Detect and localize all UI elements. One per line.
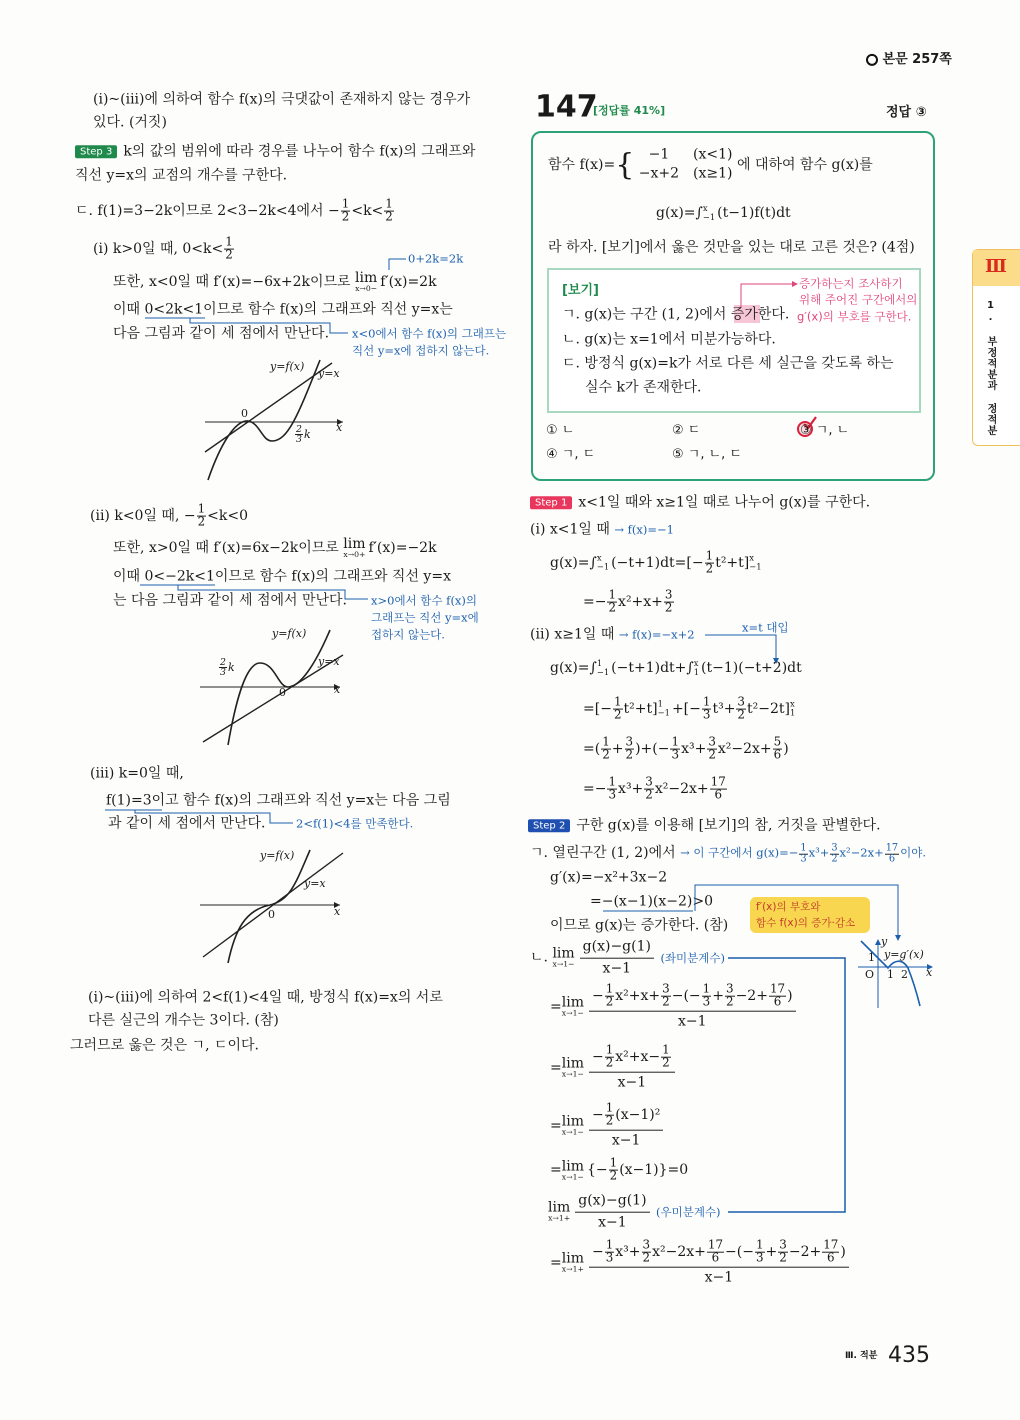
graph-label: y=f(x) (272, 627, 307, 640)
math-line (530, 844, 926, 865)
annotation: → 이 구간에서 g(x)=− $\frac{1}{3}$ x³+ $\frac{3}{2}$ x²−2x+ $\frac{17}{6}$ 이야. (680, 842, 927, 865)
g-definition: g(x)=∫ x −1 (t−1)f(t)dt (656, 202, 791, 222)
choice-2[interactable]: ② ㄷ (672, 422, 701, 438)
step2-text: 구한 g(x)를 이용해 [보기]의 참, 거짓을 판별한다. (576, 817, 881, 834)
step3-heading (75, 144, 475, 159)
math-line: =lim x→1− {− $\frac{1}{2}$ (x−1)}=0 (550, 1155, 689, 1183)
callout-line: f′(x)의 부호와 (756, 901, 821, 913)
bogi-item: ㄷ. 방정식 g(x)=k가 서로 다른 세 실근을 갖도록 하는 (562, 355, 894, 372)
correct-rate: [정답률 41%] (593, 103, 666, 117)
annotation: g′(x)의 부호를 구한다. (797, 309, 912, 324)
callout-line: 함수 f(x)의 증가·감소 (756, 917, 856, 929)
graph-case2-plot (200, 625, 350, 750)
text-line: 또한, x<0일 때 f′(x)=−6x+2k이므로 lim x→0− f′(x)=2k (113, 270, 437, 294)
bogi-item: 실수 k가 존재한다. (585, 379, 702, 396)
annotation-arrow (140, 585, 370, 605)
graph-label: 2 (901, 968, 908, 981)
callout-tip (750, 897, 870, 933)
graph-case1 (200, 355, 350, 485)
choice-3[interactable]: ③ ㄱ, ㄴ (800, 422, 850, 438)
annotation-arrow (740, 280, 800, 308)
graph-label: y=x (304, 877, 326, 890)
math-line: =− $\frac{1}{3}$ x³+ $\frac{3}{2}$ x²−2x+ $\frac{17}{6}$ (583, 774, 726, 802)
graph-label: 0 (241, 407, 248, 420)
chapter-title: 1. 부정적분과 정적분 (985, 300, 996, 436)
piecewise (639, 148, 733, 183)
text: 에 대하여 함수 g(x)를 (736, 157, 873, 173)
text: (ii) x≥1일 때 (530, 626, 615, 643)
graph-label: x (334, 683, 341, 696)
math-line: =−(x−1)(x−2)>0 (590, 893, 714, 910)
case-title: (iii) k=0일 때, (90, 765, 184, 782)
case-title (530, 627, 695, 642)
step3-badge: Step 3 (75, 145, 117, 158)
text-line: 직선 y=x의 교점의 개수를 구한다. (75, 167, 288, 184)
text-line: 과 같이 세 점에서 만난다. (108, 815, 266, 832)
bogi-title: [보기] (562, 282, 599, 298)
step3-text: k의 값의 범위에 따라 경우를 나누어 함수 f(x)의 그래프와 (123, 143, 476, 160)
text-line: 는 다음 그림과 같이 세 점에서 만난다. (113, 592, 348, 609)
annotation: → f(x)=−x+2 (618, 627, 695, 642)
annotation: 그래프는 직선 y=x에 (371, 610, 479, 625)
problem-intro: 함수 f(x)={ −1 (x<1) −x+2 (x≥1) 에 대하여 함수 g(x)를 (548, 146, 873, 183)
piece-condition: (x≥1) (693, 166, 733, 182)
text-line: 또한, x>0일 때 f′(x)=6x−2k이므로 lim x→0+ f′(x)=−2k (113, 536, 437, 560)
step1-badge: Step 1 (530, 496, 572, 509)
step2-heading (528, 818, 881, 833)
step1-heading (530, 495, 870, 510)
case-title (530, 522, 674, 537)
math-line: =[− $\frac{1}{2}$ t²+t] 1 −1 +[− $\frac{1}{3}$ t³+ $\frac{3}{2}$ t²−2t] x 1 (583, 694, 796, 722)
annotation: 접하지 않는다. (371, 627, 445, 642)
graph-label: $\frac{2}{3}$ k (296, 424, 311, 446)
graph-label: y (881, 935, 888, 948)
graph-g-prime (856, 935, 936, 1010)
annotation: 증가하는지 조사하기 (799, 276, 903, 291)
text: lim x→1+ $\frac{g(x)-g(1)}{x-1}$ (548, 1204, 652, 1220)
piece-condition: (x<1) (693, 146, 733, 163)
math-line: =lim x→1− − $\frac{1}{2}$ (x−1)² x−1 (550, 1103, 665, 1150)
text: ㄱ. 열린구간 (1, 2)에서 (530, 845, 676, 861)
graph-case3-plot (200, 845, 350, 970)
math-line: =lim x→1+ − $\frac{1}{3}$ x³+ $\frac{3}{2}$ x²−2x+ $\frac{17}{6}$ −(− $\frac{1}{3}$ + $\frac{3}{2}$ −2+ $\frac{17}{6}$ ) x−1 (550, 1240, 851, 1287)
math-line: =lim x→1− − $\frac{1}{2}$ x²+x− $\frac{1}{2}$ x−1 (550, 1045, 677, 1092)
graph-label: y=x (318, 655, 340, 668)
math-line: =lim x→1− − $\frac{1}{2}$ x²+x+ $\frac{3}{2}$ −(− $\frac{1}{3}$ + $\frac{3}{2}$ −2+ $\frac{17}{6}$ ) x−1 (550, 984, 798, 1031)
math-line: g′(x)=−x²+3x−2 (550, 869, 668, 886)
annotation: (좌미분계수) (660, 951, 725, 965)
annotation: → f(x)=−1 (614, 522, 674, 537)
graph-label: y=g′(x) (884, 948, 924, 961)
text-line: (i)~(iii)에 의하여 함수 f(x)의 극댓값이 존재하지 않는 경우가 (93, 91, 471, 108)
annotation-arrow (105, 810, 295, 830)
annotation: 직선 y=x에 접하지 않는다. (352, 343, 490, 358)
text-line: (i)~(iii)에 의하여 2<f(1)<4일 때, 방정식 f(x)=x의 서로 (88, 989, 443, 1006)
bogi-item: ㄱ. g(x)는 구간 (1, 2)에서 증가한다. (562, 306, 790, 323)
choice-1[interactable]: ① ㄴ (546, 422, 575, 438)
math-line (530, 939, 725, 978)
piece-value: −x+2 (638, 166, 680, 182)
annotation-arrow (145, 318, 350, 338)
graph-label: 0 (279, 686, 286, 699)
math-line: 이므로 g(x)는 증가한다. (참) (550, 917, 729, 934)
graph-label: x (926, 966, 933, 979)
step2-badge: Step 2 (528, 819, 570, 832)
piece-value: −1 (648, 146, 670, 163)
graph-label: O (865, 968, 875, 981)
math-line: =− $\frac{1}{2}$ x²+x+ $\frac{3}{2}$ (583, 587, 673, 615)
math-line: g(x)=∫ x −1 (−t+1)dt=[− $\frac{1}{2}$ t²+t] x −1 (550, 548, 762, 576)
chapter-roman: Ⅲ (973, 250, 1020, 286)
text-line: 이때 0<2k<1이므로 함수 f(x)의 그래프와 직선 y=x는 (113, 301, 453, 318)
math-line: =( $\frac{1}{2}$ + $\frac{3}{2}$ )+(− $\frac{1}{3}$ x³+ $\frac{3}{2}$ x²−2x+ $\frac{5}{6}$ ) (583, 734, 789, 762)
text: ㄴ. lim x→1− $\frac{g(x)-g(1)}{x-1}$ (530, 950, 656, 966)
choice-4[interactable]: ④ ㄱ, ㄷ (546, 446, 596, 462)
annotation: x=t 대입 (742, 620, 789, 635)
annotation: (우미분계수) (656, 1205, 721, 1219)
text-line: 다른 실근의 개수는 3이다. (참) (88, 1012, 279, 1029)
text-line: 이때 0<−2k<1이므로 함수 f(x)의 그래프와 직선 y=x (113, 568, 451, 585)
answer: 정답 ③ (886, 104, 927, 120)
case-title: (i) k>0일 때, 0<k< $\frac{1}{2}$ (93, 234, 233, 262)
choice-5[interactable]: ⑤ ㄱ, ㄴ, ㄷ (672, 446, 742, 462)
annotation: x<0에서 함수 f(x)의 그래프는 (352, 326, 507, 341)
annotation: 0+2k=2k (408, 251, 464, 266)
text-line: 다음 그림과 같이 세 점에서 만난다. (113, 325, 330, 342)
text: 함수 f(x)= (548, 157, 616, 173)
bogi-item: ㄴ. g(x)는 x=1에서 미분가능하다. (562, 331, 776, 348)
problem-number: 147 (535, 89, 598, 125)
graph-label: 0 (268, 908, 275, 921)
page-reference-text: 본문 257쪽 (882, 51, 952, 67)
chapter-tab[interactable] (972, 249, 1020, 446)
footer-section: Ⅲ. 적분 (845, 1351, 878, 1362)
text-line: f(1)=3이고 함수 f(x)의 그래프와 직선 y=x는 다음 그림 (106, 792, 451, 809)
conclusion: 그러므로 옳은 것은 ㄱ, ㄷ이다. (70, 1037, 259, 1054)
graph-label: y=x (318, 367, 340, 380)
step1-text: x<1일 때와 x≥1일 때로 나누어 g(x)를 구한다. (578, 494, 871, 511)
graph-label: y=f(x) (270, 360, 305, 373)
annotation: 2<f(1)<4를 만족한다. (296, 816, 414, 831)
graph-label: 1 (887, 968, 894, 981)
math-line (548, 1193, 721, 1232)
annotation: x>0에서 함수 f(x)의 (371, 593, 478, 608)
graph-label: $\frac{2}{3}$ k (220, 657, 235, 679)
graph-label: 1 (868, 951, 875, 964)
graph-case3 (200, 845, 350, 970)
graph-case2 (200, 625, 350, 750)
annotation-arrow (388, 256, 408, 270)
graph-label: x (336, 421, 343, 434)
page-number: 435 (888, 1342, 930, 1368)
graph-label: x (334, 905, 341, 918)
curve-f (208, 360, 320, 480)
circle-icon (866, 53, 878, 65)
question: 라 하자. [보기]에서 옳은 것만을 있는 대로 고른 것은? (4점) (548, 239, 915, 256)
case-title: (ii) k<0일 때, − $\frac{1}{2}$ <k<0 (90, 501, 249, 529)
annotation: 위해 주어진 구간에서의 (799, 292, 918, 307)
graph-label: y=f(x) (260, 849, 295, 862)
text-line: ㄷ. f(1)=3−2k이므로 2<3−2k<4에서 − $\frac{1}{2}$ <k< $\frac{1}{2}$ (75, 196, 393, 224)
page-reference (866, 53, 952, 67)
text: (i) x<1일 때 (530, 521, 610, 538)
math-line: g(x)=∫ 1 −1 (−t+1)dt+∫ x 1 (t−1)(−t+2)dt (550, 657, 802, 677)
text-line: 있다. (거짓) (93, 114, 167, 131)
